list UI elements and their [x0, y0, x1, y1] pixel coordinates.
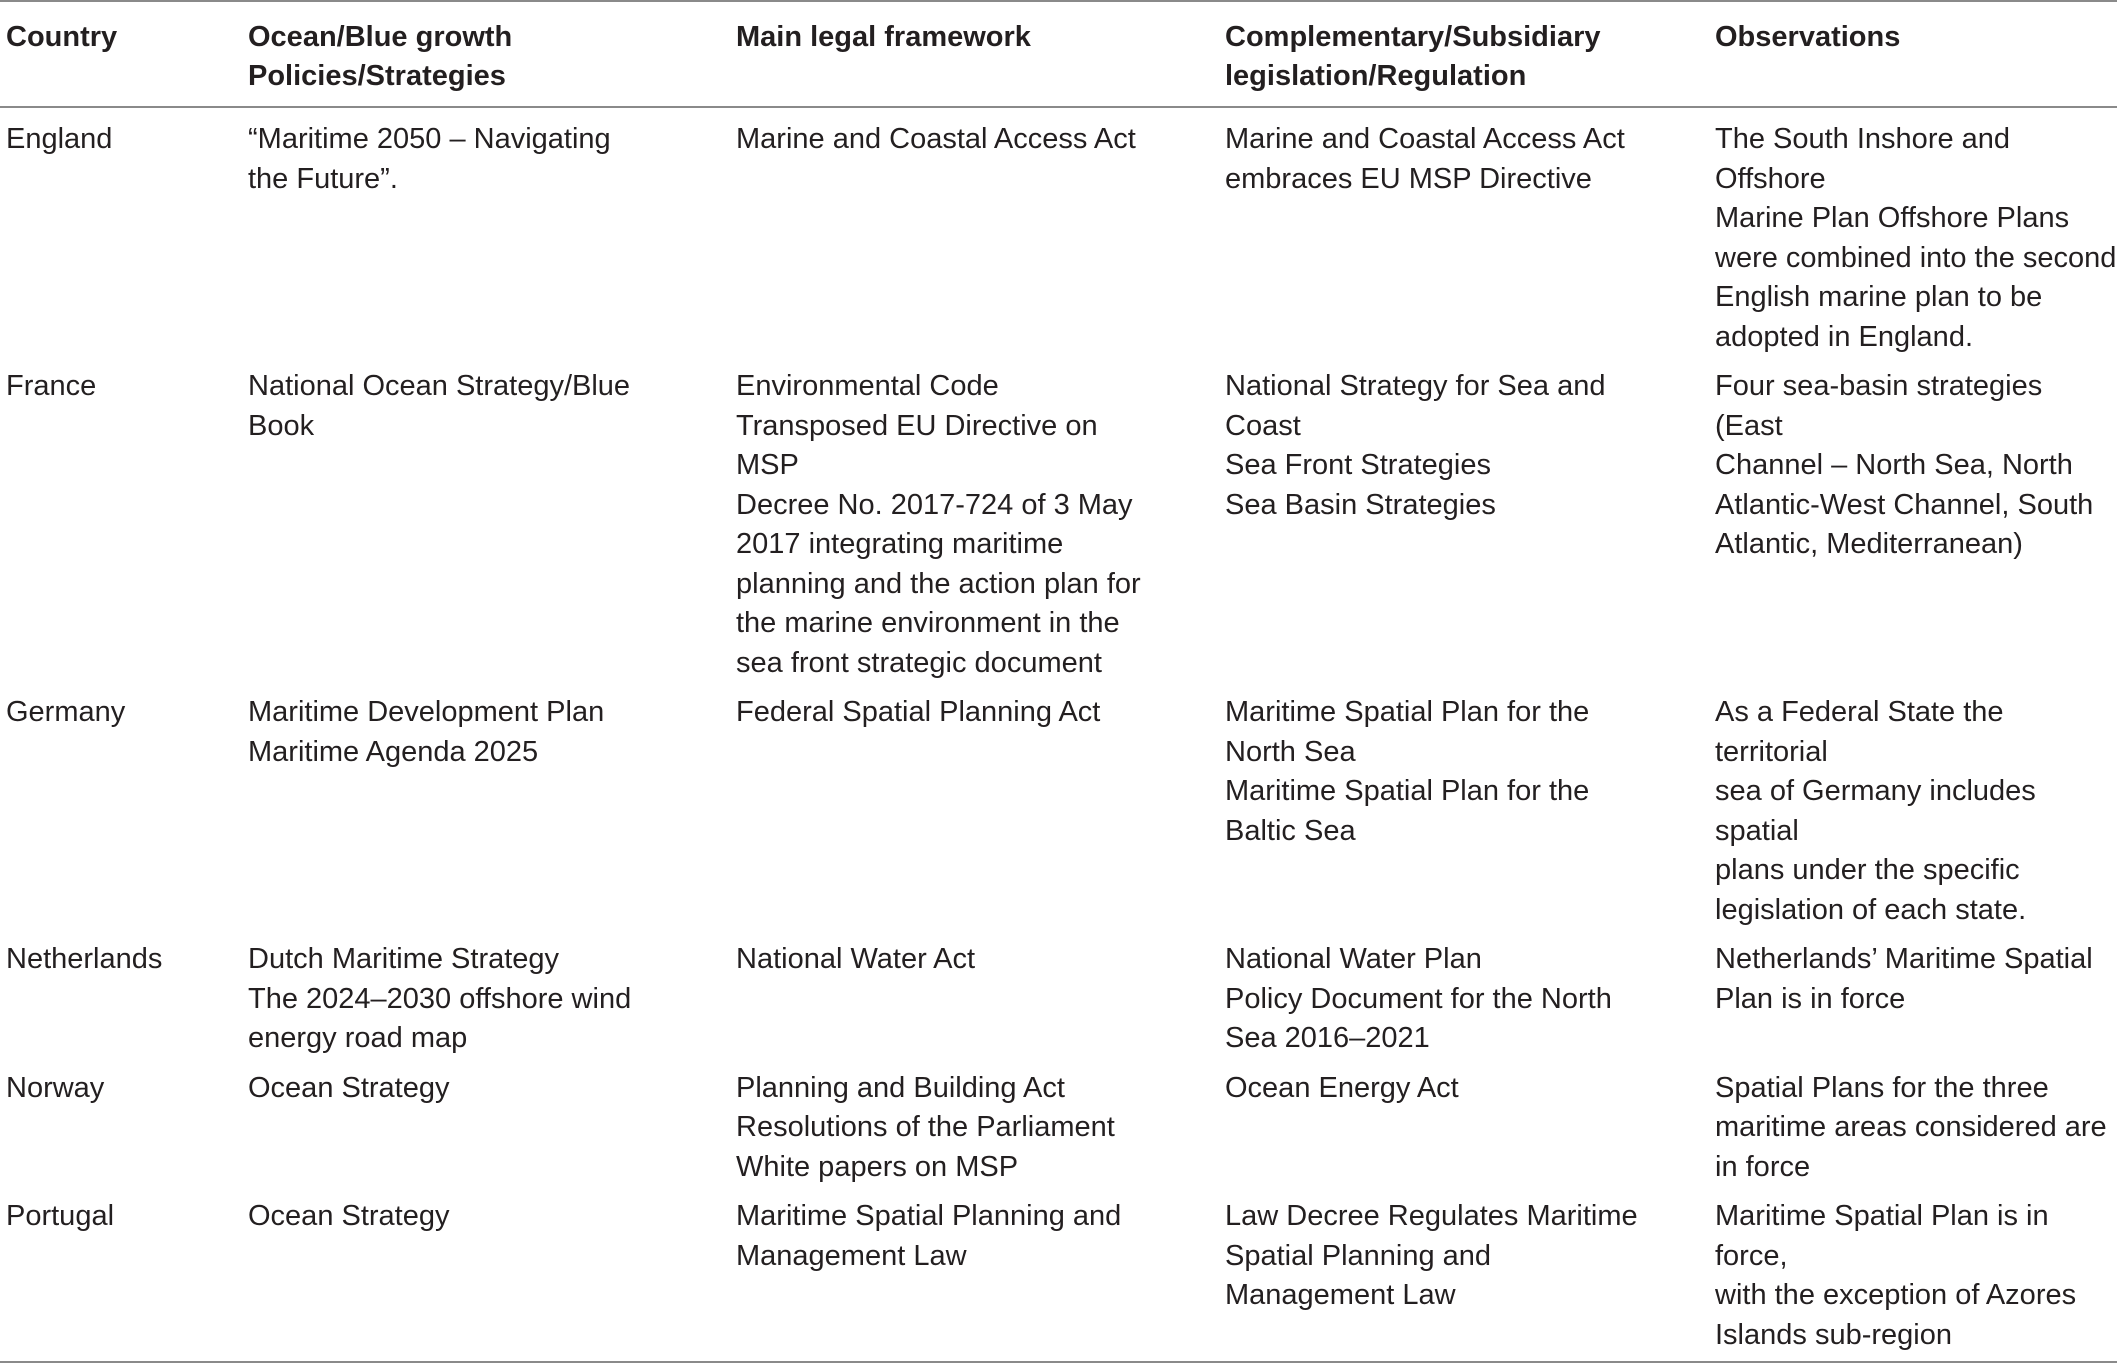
- cell-country: Norway: [6, 1071, 105, 1104]
- cell-complementary: National Strategy for Sea and Coast Sea Front Strategies Sea Basin Strategies: [1225, 370, 1606, 521]
- header-policies: Ocean/Blue growth Policies/Strategies: [248, 21, 513, 92]
- cell-observations: As a Federal State the territorial sea of Germany includes spatial plans under the specific legislation of each state.: [1715, 696, 2036, 926]
- cell-observations: Maritime Spatial Plan is in force, with the exception of Azores Islands sub-region: [1715, 1200, 2077, 1351]
- cell-observations: Four sea-basin strategies (East Channel – North Sea, North Atlantic-West Channel, South Atlantic, Mediterranean): [1715, 370, 2094, 560]
- cell-policies: Dutch Maritime Strategy The 2024–2030 offshore wind energy road map: [248, 943, 632, 1054]
- cell-country: Portugal: [6, 1200, 115, 1232]
- table-body: [0, 107, 2117, 1362]
- table-row: [0, 1193, 2117, 1362]
- header-complementary-legislation: Complementary/Subsidiary legislation/Regulation: [1225, 21, 1601, 92]
- header-observations: Observations: [1715, 21, 1901, 53]
- cell-policies: “Maritime 2050 – Navigating the Future”.: [248, 123, 611, 195]
- cell-complementary: Maritime Spatial Plan for the North Sea Maritime Spatial Plan for the Baltic Sea: [1225, 696, 1590, 847]
- table-row: [0, 1065, 2117, 1194]
- cell-policies: Maritime Development Plan Maritime Agenda 2025: [248, 696, 605, 768]
- cell-legal-framework: Marine and Coastal Access Act: [736, 123, 1136, 155]
- cell-legal-framework: Planning and Building Act Resolutions of the Parliament White papers on MSP: [736, 1071, 1115, 1183]
- cell-complementary: Ocean Energy Act: [1225, 1071, 1459, 1104]
- cell-complementary: Marine and Coastal Access Act embraces EU MSP Directive: [1225, 123, 1625, 195]
- cell-policies: Ocean Strategy: [248, 1071, 450, 1104]
- header-legal-framework: Main legal framework: [736, 21, 1031, 53]
- cell-country: Germany: [6, 696, 126, 728]
- table-row: [0, 107, 2117, 363]
- header-country: Country: [6, 21, 118, 53]
- cell-policies: Ocean Strategy: [248, 1200, 450, 1232]
- header-row: [0, 1, 2117, 107]
- table-row: [0, 363, 2117, 689]
- table-row: [0, 689, 2117, 936]
- cell-complementary: Law Decree Regulates Maritime Spatial Planning and Management Law: [1225, 1200, 1638, 1311]
- cell-legal-framework: Maritime Spatial Planning and Management Law: [736, 1200, 1122, 1272]
- cell-policies: National Ocean Strategy/Blue Book: [248, 370, 631, 442]
- cell-country: France: [6, 370, 97, 402]
- cell-legal-framework: Federal Spatial Planning Act: [736, 696, 1101, 728]
- cell-legal-framework: National Water Act: [736, 943, 976, 975]
- cell-observations: Netherlands’ Maritime Spatial Plan is in force: [1715, 943, 2093, 1015]
- cell-country: England: [6, 123, 113, 155]
- table-row: [0, 936, 2117, 1065]
- cell-complementary: National Water Plan Policy Document for the North Sea 2016–2021: [1225, 943, 1612, 1054]
- table-header: [0, 1, 2117, 107]
- cell-legal-framework: Environmental Code Transposed EU Directive on MSP Decree No. 2017-724 of 3 May 2017 integrating maritime planning and the action plan for the marine environment in the sea front strategic document: [736, 370, 1141, 679]
- cell-observations: The South Inshore and Offshore Marine Plan Offshore Plans were combined into the second English marine plan to be adopted in England.: [1715, 123, 2117, 353]
- cell-country: Netherlands: [6, 943, 163, 975]
- cell-observations: Spatial Plans for the three maritime areas considered are in force: [1715, 1071, 2107, 1183]
